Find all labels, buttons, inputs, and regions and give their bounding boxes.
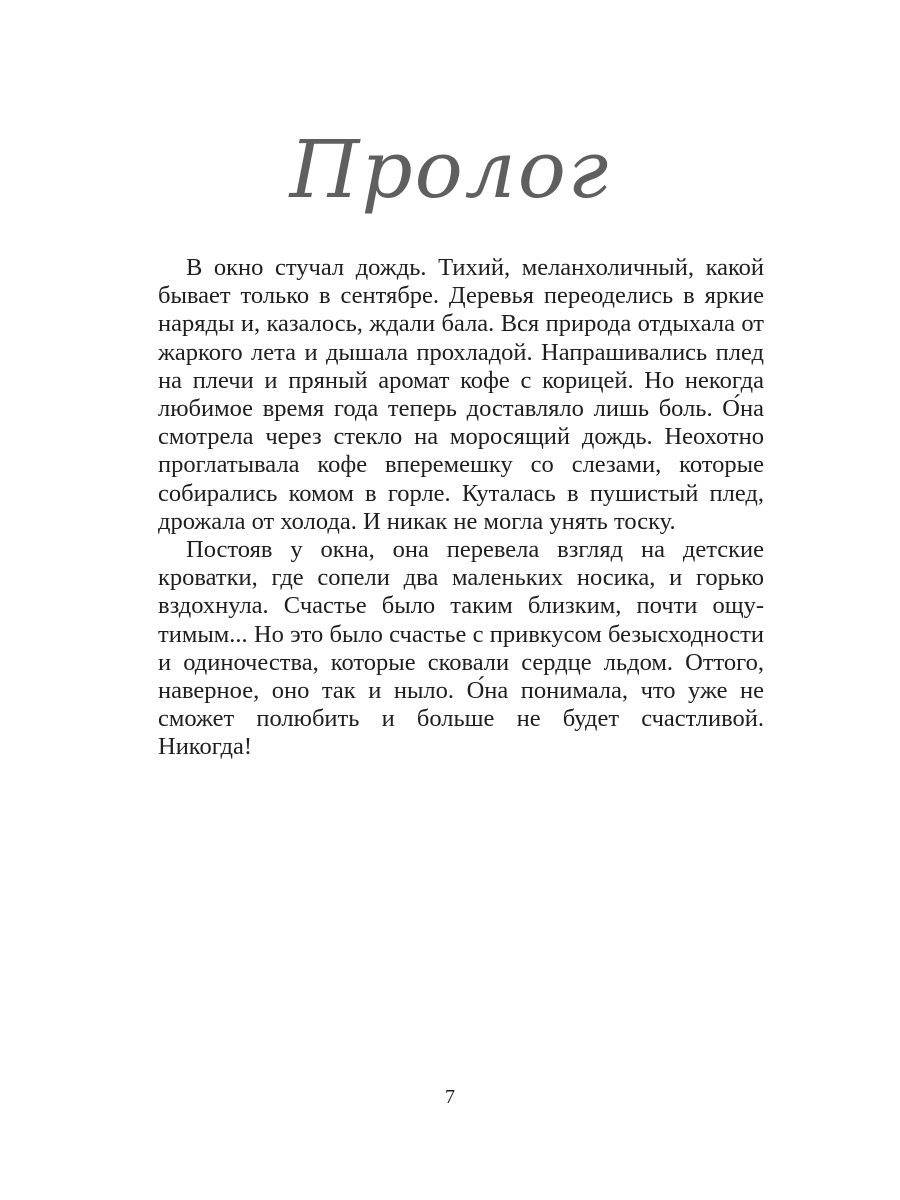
page-number: 7	[445, 1086, 455, 1108]
chapter-body	[158, 254, 764, 762]
paragraph-2: Постояв у окна, она перевела взгляд на детские кроватки, где сопели два маленьких носика, и горько вздохнула. Счастье было таким близким, почти ощутимым... Но это было счастье с привкусом безысходности и одиночества, которые сковали сердце льдом. Оттого, наверное, оно так и ныло. О́на понимала, что уже не сможет полюбить и больше не будет счастливой. Никогда!	[158, 536, 764, 761]
paragraph-1: В окно стучал дождь. Тихий, меланхоличный, какой бывает только в сентябре. Деревья переоделись в яркие наряды и, казалось, ждали бала. Вся природа отдыхала от жаркого лета и дышала прохладой. Напрашивались плед на плечи и пряный аромат кофе с корицей. Но некогда любимое время года теперь доставляло лишь боль. О́на смотрела через стекло на моросящий дождь. Неохотно проглатывала кофе вперемешку со слезами, которые собирались комом в горле. Куталась в пушистый плед, дрожала от холода. И никак не могла унять тоску.	[158, 254, 764, 535]
chapter-title: Пролог	[289, 123, 611, 216]
